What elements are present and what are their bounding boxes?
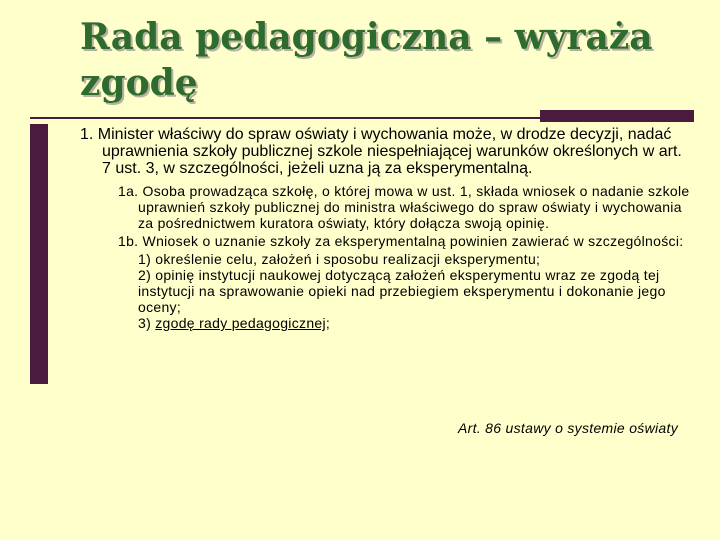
point-3-prefix: 3) [138, 315, 156, 331]
source-citation: Art. 86 ustawy o systemie oświaty [458, 420, 678, 436]
title-rule-accent [540, 110, 694, 122]
point-2: 2) opinię instytucji naukowej dotyczącą założeń eksperymentu wraz ze zgodą tej instytucji na sprawowanie opieki nad przebiegiem eksperymentu i dokonanie jego oceny; [138, 267, 666, 315]
left-accent-bar [30, 124, 48, 384]
point-3-suffix: ; [325, 315, 331, 331]
sub-item-1a: 1a. Osoba prowadząca szkołę, o której mowa w ust. 1, składa wniosek o nadanie szkole uprawnień szkoły publicznej do ministra właściwego do spraw oświaty i wychowania za pośrednictwem kuratora oświaty, który dołącza swoją opinię. [118, 183, 690, 231]
slide-title: Rada pedagogiczna – wyraża zgodę [80, 16, 653, 104]
main-item-1: 1. Minister właściwy do spraw oświaty i wychowania może, w drodze decyzji, nadać uprawnienia szkoły publicznej szkole niespełniającej warunków określonych w art. 7 ust. 3, w szczególności, jeżeli uzna ją za eksperymentalną. [80, 126, 682, 177]
point-3-emphasis: zgodę rady pedagogicznej [155, 315, 326, 331]
title-rule [30, 117, 540, 119]
slide-content [80, 126, 690, 331]
sub-item-1b: 1b. Wniosek o uznanie szkoły za eksperymentalną powinien zawierać w szczególności: [118, 233, 684, 249]
point-3 [138, 315, 690, 331]
point-1: 1) określenie celu, założeń i sposobu realizacji eksperymentu; [138, 251, 541, 267]
